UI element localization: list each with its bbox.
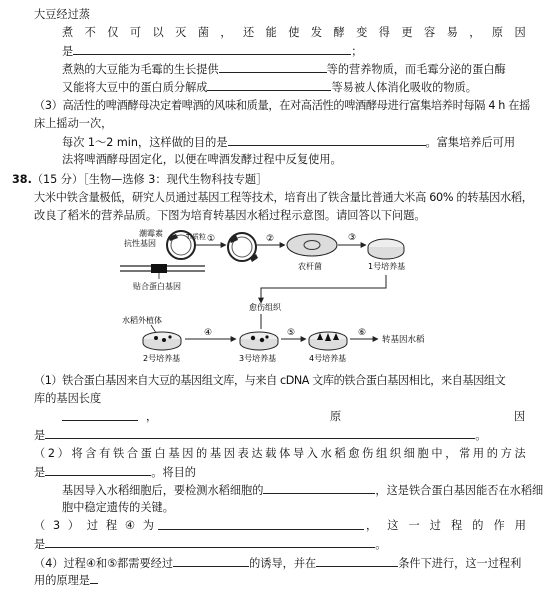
label-ti-plasmid: Ti质粒 (186, 233, 207, 241)
label-transgenic-rice: 转基因水稻 (382, 335, 425, 345)
answer-blank-3[interactable] (207, 78, 331, 91)
q1-line-3: ， 原 因 (0, 408, 554, 425)
spaced-char: 过 (429, 519, 441, 532)
label-dish-2: 2号培养基 (143, 354, 181, 363)
spaced-char: 易 (446, 26, 458, 39)
spaced-char: 可 (129, 26, 142, 39)
spaced-char: 达 (251, 447, 263, 460)
spaced-char: 基 (168, 447, 180, 460)
spaced-char: 白 (154, 447, 166, 460)
label-callus: 愈伤组织 (249, 303, 281, 312)
label-dish-3: 3号培养基 (239, 354, 277, 363)
q38-header: 38.（15 分）［生物—选修 3：现代生物科技专题］ (12, 173, 268, 186)
label-explant: 水稻外植体 (122, 316, 162, 325)
spaced-char: 法 (514, 447, 526, 460)
answer-blank-12[interactable] (316, 554, 398, 567)
step-1-label: ① (207, 234, 216, 244)
spaced-char: 变 (356, 26, 368, 39)
spaced-char: 有 (99, 447, 111, 460)
line-p1-5: 又能将大豆中的蛋白质分解成 等易被人体消化吸收的物质。 (0, 78, 554, 95)
spaced-char: 作 (493, 519, 505, 532)
dna-strand (120, 264, 205, 279)
spaced-char: 为 (142, 519, 154, 532)
answer-blank-5[interactable] (62, 408, 138, 421)
culture-dish-1 (368, 239, 404, 259)
line-p1-7: 床上摇动一次， (34, 117, 113, 130)
spaced-char: 煮 (62, 26, 74, 39)
label-hygromycin: 潮霉素 (139, 229, 163, 238)
spaced-char: 程 (105, 519, 118, 532)
step-6-label: ⑥ (358, 328, 367, 338)
spaced-char: 程 (451, 519, 463, 532)
q2-line-2: 是 。将目的 (0, 463, 554, 480)
spaced-char: 不 (84, 26, 96, 39)
spaced-char: 细 (403, 447, 415, 460)
line-p1-3: 是 ； (0, 42, 554, 59)
q1-line-1: （1）铁合蛋白基因来自大豆的基因组文库，与来自 cDNA 文库的铁合蛋白基因相比，来自基因组文 (34, 374, 506, 387)
spaced-char: 胞 (417, 447, 429, 460)
spaced-char: ， (445, 447, 457, 460)
label-dish-1: 1号培养基 (368, 262, 406, 271)
spaced-char: 伤 (362, 447, 374, 460)
recombinant-plasmid (228, 233, 258, 262)
spaced-char: 因 (182, 447, 194, 460)
answer-blank-7[interactable] (45, 463, 151, 476)
step-5-label: ⑤ (287, 328, 296, 338)
spaced-char: 3 (53, 519, 61, 532)
spaced-char: 使 (288, 26, 300, 39)
spaced-char: 酵 (333, 26, 345, 39)
spaced-char: 更 (401, 26, 413, 39)
line-p1-9: 法将啤酒酵母固定化，以便在啤酒发酵过程中反复使用。 (62, 153, 342, 166)
answer-blank-10[interactable] (45, 535, 375, 548)
answer-blank-4[interactable] (228, 133, 426, 146)
spaced-char: 能 (265, 26, 277, 39)
spaced-char: ） (67, 519, 80, 532)
spaced-char: ， (469, 26, 481, 39)
label-agrobacterium: 农杆菌 (298, 262, 322, 271)
answer-blank-9[interactable] (158, 517, 364, 530)
line-p1-4: 煮熟的大豆能为毛霉的生长提供 等的营养物质，而毛霉分泌的蛋白酶 (0, 60, 554, 77)
q4-line-1: （4）过程④和⑤都需要经过 的诱导，并在 条件下进行，这一过程利 (0, 554, 554, 571)
spaced-char: 因 (514, 26, 526, 39)
label-dish-4: 4号培养基 (309, 354, 347, 363)
spaced-char: 灭 (175, 26, 187, 39)
transgenic-rice-diagram (0, 225, 554, 375)
spaced-char: ， (366, 519, 378, 532)
culture-dish-4 (309, 332, 347, 350)
spaced-char: 组 (376, 447, 388, 460)
spaced-char: 常 (459, 447, 471, 460)
spaced-char: 蛋 (140, 447, 152, 460)
spaced-char: 2 (47, 447, 55, 460)
spaced-char: 方 (500, 447, 512, 460)
spaced-char: 织 (389, 447, 402, 460)
answer-blank-1[interactable] (73, 42, 351, 55)
line-p1-6: （3）高活性的啤酒酵母决定着啤酒的风味和质量，在对高活性的啤酒酵母进行富集培养时每隔 4 h 在摇 (34, 99, 530, 112)
spaced-char: 基 (209, 447, 222, 460)
answer-blank-2[interactable] (219, 60, 327, 73)
spaced-char: 以 (152, 26, 164, 39)
spaced-char: 发 (310, 26, 323, 39)
spaced-char: 用 (514, 519, 526, 532)
answer-blank-6[interactable] (45, 426, 475, 439)
culture-dish-2 (143, 332, 181, 350)
spaced-char: 水 (320, 447, 332, 460)
line-p1-1: 大豆经过蒸 (34, 8, 90, 21)
agrobacterium (287, 234, 337, 256)
spaced-char: （ (34, 519, 46, 532)
line-p1-8: 每次 1～2 min，这样做的目的是 。富集培养后可用 (0, 133, 554, 150)
q2-line-3: 基因导入水稻细胞后，要检测水稻细胞的 ，这是铁合蛋白基因能否在水稻细 (0, 481, 554, 498)
culture-dish-3 (240, 332, 278, 350)
spaced-char: 原 (491, 26, 504, 39)
q38-intro-1: 大米中铁含量极低，研究人员通过基因工程等技术，培育出了铁含量比普通大米高 60% 的转基因水稻， (34, 191, 533, 204)
spaced-char: 稻 (334, 447, 346, 460)
q38-intro-2: 改良了稻米的营养品质。下图为培育转基因水稻过程示意图。请回答以下问题。 (34, 209, 426, 222)
q1-line-4: 是 。 (0, 426, 554, 443)
answer-blank-13[interactable] (90, 571, 98, 584)
spaced-char: 导 (292, 447, 305, 460)
spaced-char: 将 (71, 447, 83, 460)
step-4-label: ④ (204, 328, 213, 338)
spaced-char: 体 (279, 447, 291, 460)
spaced-char: 菌 (197, 26, 209, 39)
q3-line-1 (0, 517, 554, 534)
line-p1-2-justified (62, 24, 526, 41)
spaced-char: 得 (378, 26, 390, 39)
spaced-char: 这 (387, 519, 399, 532)
spaced-char: ④ (124, 519, 135, 532)
q3-right-justified (366, 517, 526, 534)
spaced-char: 的 (196, 447, 208, 460)
spaced-char: 中 (431, 447, 443, 460)
spaced-char: 用 (472, 447, 485, 460)
q1-line-2: 库的基因长度 (34, 392, 102, 405)
spaced-char: （ (34, 447, 46, 460)
label-target-gene: 贴合蛋白基因 (133, 282, 181, 291)
q4-line-2: 用的原理是 (0, 571, 554, 588)
spaced-char: 铁 (112, 447, 125, 460)
q2-line-1-justified (34, 445, 526, 462)
label-resistance-gene: 抗性基因 (124, 239, 156, 248)
step-2-label: ② (266, 234, 275, 244)
spaced-char: 含 (85, 447, 97, 460)
spaced-char: 的 (486, 447, 498, 460)
spaced-char: 过 (86, 519, 99, 532)
answer-blank-11[interactable] (173, 554, 249, 567)
q2-line-4: 胞中稳定遗传的关键。 (62, 501, 174, 514)
spaced-char: 表 (237, 447, 249, 460)
q3-line-2: 是 。 (0, 535, 554, 552)
spaced-char: 容 (424, 26, 436, 39)
step-3-label: ③ (348, 233, 357, 243)
spaced-char: ， (220, 26, 232, 39)
q3-left-justified (34, 517, 154, 534)
spaced-char: 还 (243, 26, 255, 39)
spaced-char: 愈 (348, 447, 360, 460)
answer-blank-8[interactable] (263, 481, 375, 494)
spaced-char: 因 (223, 447, 235, 460)
spaced-char: 入 (306, 447, 318, 460)
spaced-char: 的 (472, 519, 484, 532)
spaced-char: 载 (265, 447, 277, 460)
spaced-char: 仅 (107, 26, 119, 39)
spaced-char: 一 (408, 519, 420, 532)
spaced-char: 合 (126, 447, 139, 460)
spaced-char: ） (57, 447, 69, 460)
